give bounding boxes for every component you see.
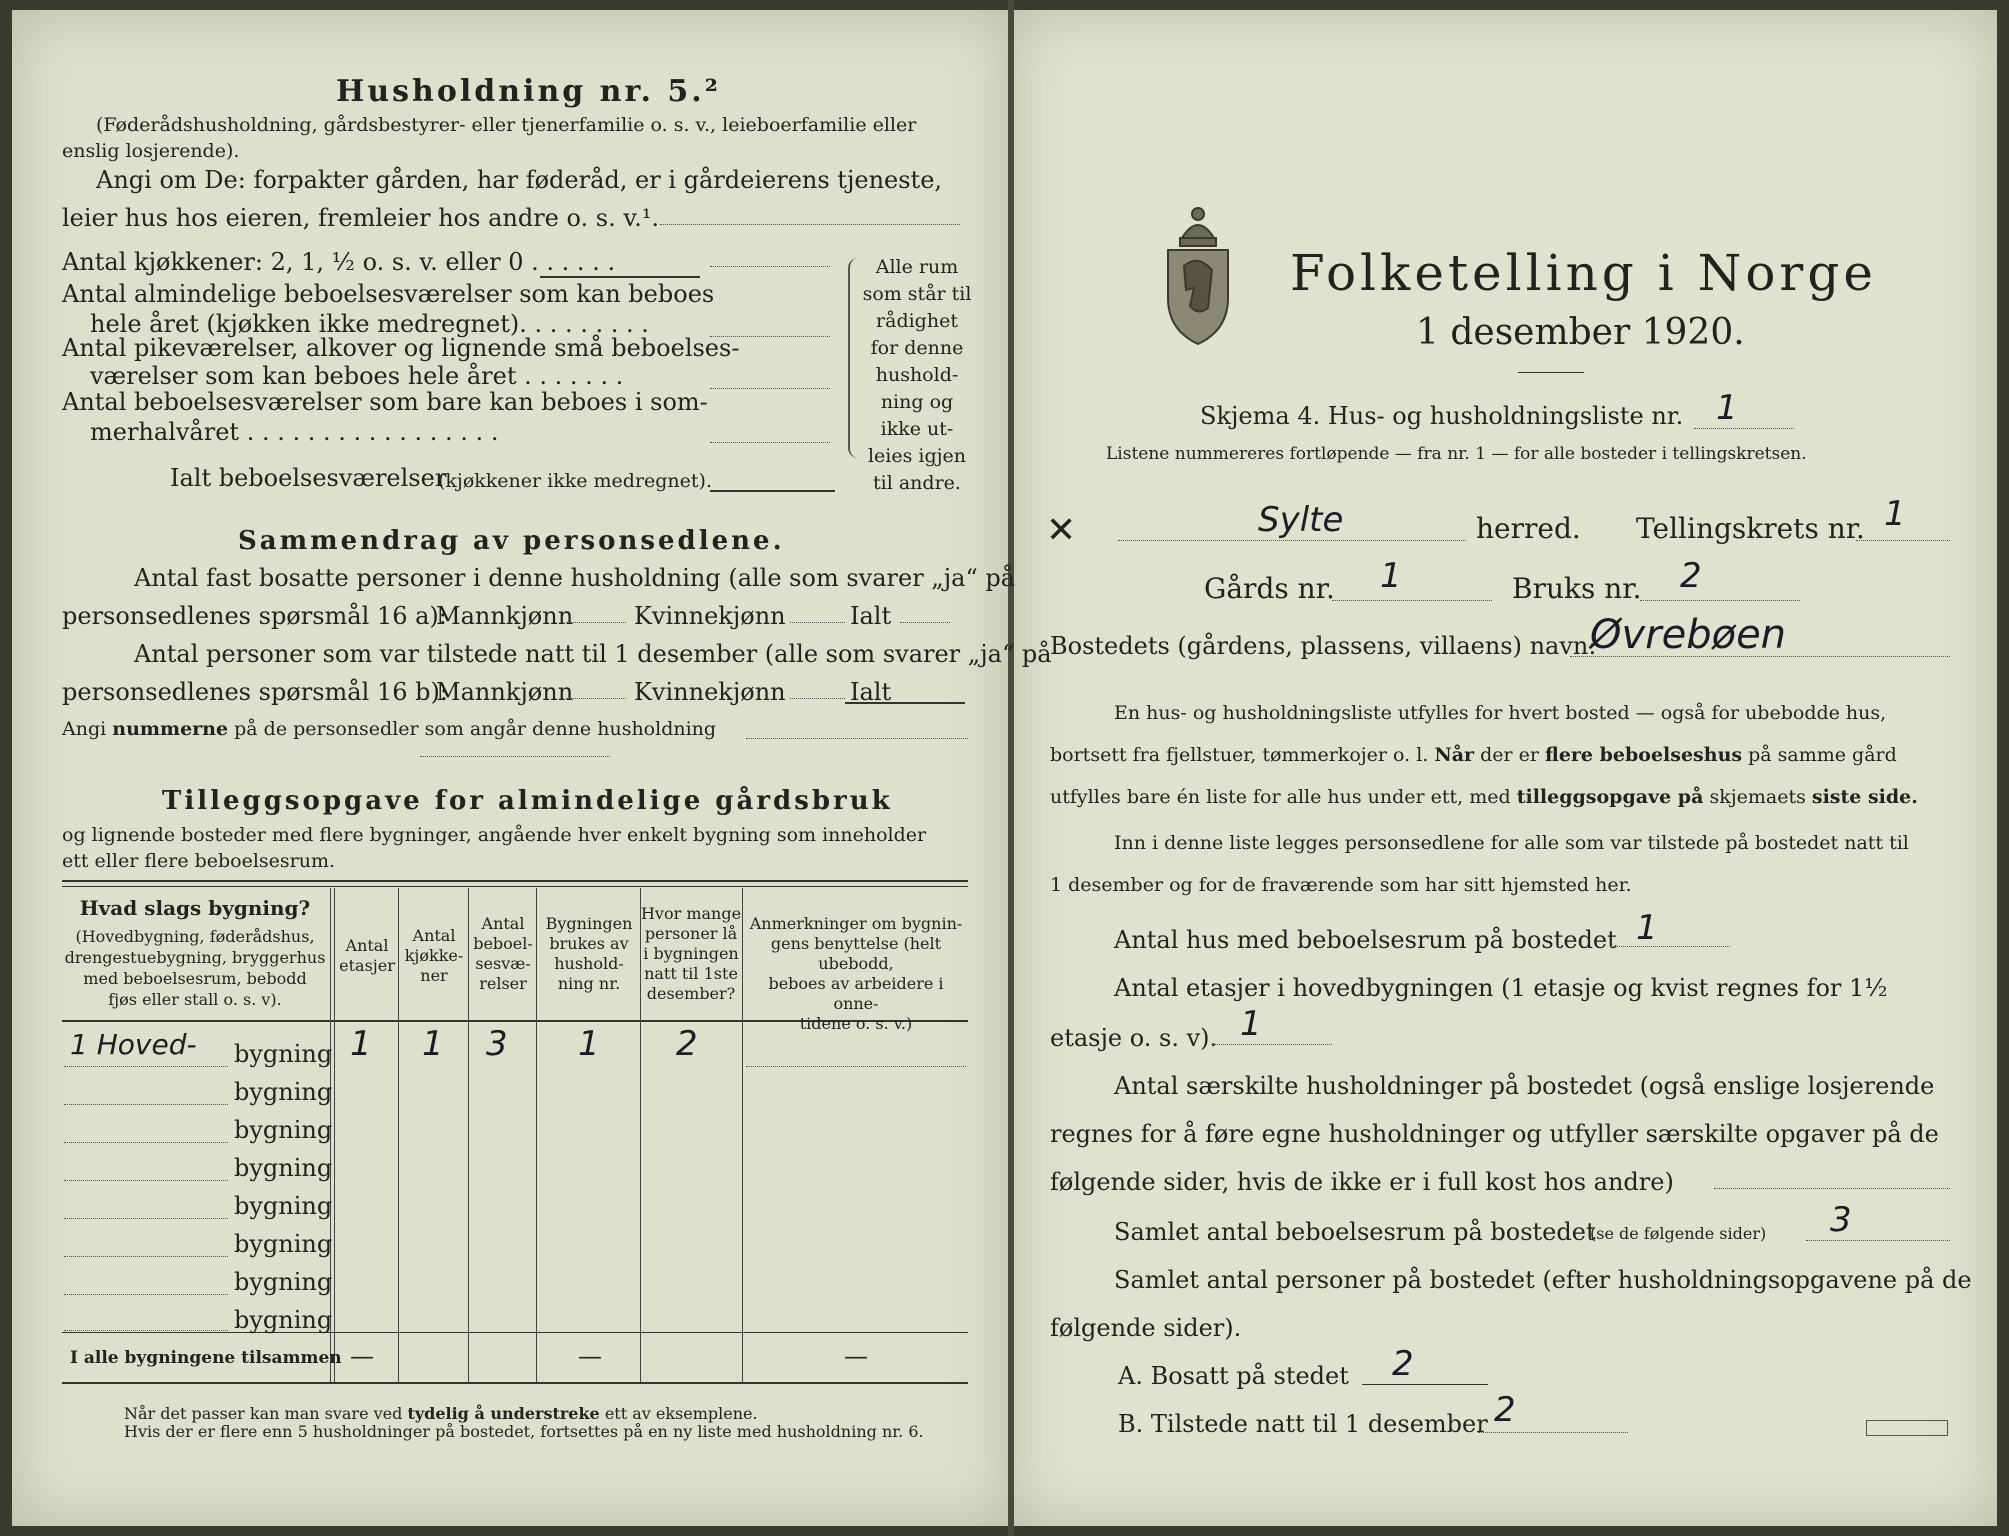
- table-total-label: I alle bygningene tilsammen: [70, 1348, 342, 1368]
- row1-kitchens: 1: [422, 1024, 444, 1064]
- row1-building-word: bygning: [234, 1040, 333, 1068]
- summer-rooms-label-1: Antal beboelsesværelser som bare kan beboes i som-: [62, 388, 708, 416]
- q-floors-line2: etasje o. s. v).: [1050, 1024, 1218, 1052]
- bruks-label: Bruks nr.: [1512, 572, 1642, 605]
- instruction-line1: En hus- og husholdningsliste utfylles for hvert bosted — også for ubebodde hus,: [1114, 702, 1887, 724]
- summary-q1-kvinne: Kvinnekjønn: [634, 602, 786, 630]
- summary-q2-kvinne: Kvinnekjønn: [634, 678, 786, 706]
- printer-stamp: [1866, 1420, 1948, 1436]
- addendum-heading: Tilleggsopgave for almindelige gårdsbruk: [162, 786, 893, 816]
- kitchens-label: Antal kjøkkener: 2, 1, ½ o. s. v. eller 0 . . . . . .: [62, 248, 616, 276]
- instruction-line3: utfylles bare én liste for alle hus under ett, med tilleggsopgave på skjemaets siste side.: [1050, 786, 1918, 808]
- q-rooms-note: (se de følgende sider): [1590, 1224, 1767, 1243]
- maid-rooms-label-2: værelser som kan beboes hele året . . . . . . .: [90, 362, 624, 390]
- summary-q2-mann: Mannkjønn: [436, 678, 574, 706]
- q-rooms-value: 3: [1830, 1200, 1852, 1240]
- q-houses: Antal hus med beboelsesrum på bostedet: [1114, 926, 1617, 954]
- document-title: Folketelling i Norge: [1290, 244, 1877, 302]
- q-persons-line1: Samlet antal personer på bostedet (efter husholdningsopgavene på de: [1114, 1266, 1972, 1294]
- skjema-line: Skjema 4. Hus- og husholdningsliste nr.: [1200, 402, 1684, 430]
- instruction-line5: 1 desember og for de fraværende som har sitt hjemsted her.: [1050, 874, 1632, 896]
- row6-building-word: bygning: [234, 1230, 333, 1258]
- summary-q2-ialt: Ialt: [850, 678, 892, 706]
- angi-line1: Angi om De: forpakter gården, har føderåd, er i gårdeierens tjeneste,: [96, 166, 943, 194]
- row5-building-word: bygning: [234, 1192, 333, 1220]
- table-col-building-title: Hvad slags bygning?: [79, 896, 311, 920]
- bruks-value: 2: [1680, 556, 1702, 596]
- gards-value: 1: [1380, 556, 1402, 596]
- row8-building-word: bygning: [234, 1306, 333, 1334]
- q-floors-value: 1: [1240, 1004, 1262, 1044]
- row2-building-word: bygning: [234, 1078, 333, 1106]
- numbering-note: Listene nummereres fortløpende — fra nr. 1 — for alle bosteder i tellingskretsen.: [1106, 444, 1807, 464]
- table-col-floors: Antal etasjer: [339, 936, 395, 975]
- row1-persons: 2: [676, 1024, 698, 1064]
- row1-floors: 1: [350, 1024, 372, 1064]
- household-heading: Husholdning nr. 5.²: [336, 74, 721, 109]
- footnote-2: Hvis der er flere enn 5 husholdninger på bostedet, fortsettes på en ny liste med husholdning nr. 6.: [124, 1422, 924, 1441]
- table-col-persons: Hvor mange personer lå i bygningen natt til 1ste desember?: [640, 904, 742, 1003]
- q-floors-line1: Antal etasjer i hovedbygningen (1 etasje og kvist regnes for 1½: [1114, 974, 1888, 1002]
- table-total-household: —: [578, 1342, 602, 1370]
- row3-building-word: bygning: [234, 1116, 333, 1144]
- q-present-value: 2: [1494, 1390, 1516, 1430]
- ordinary-rooms-label-1: Antal almindelige beboelsesværelser som kan beboes: [62, 280, 715, 308]
- table-col-household: Bygningen brukes av hushold- ning nr.: [545, 914, 633, 993]
- norway-coat-of-arms-icon: [1162, 198, 1234, 348]
- q-resident-value: 2: [1392, 1344, 1414, 1384]
- tellingskrets-value: 1: [1884, 494, 1906, 534]
- document-date: 1 desember 1920.: [1416, 312, 1745, 353]
- addendum-sub-line1: og lignende bosteder med flere bygninger, angående hver enkelt bygning som inneholder: [62, 824, 927, 846]
- summary-q1-line2: personsedlenes spørsmål 16 a):: [62, 602, 447, 630]
- household-intro-line2: enslig losjerende).: [62, 140, 240, 162]
- summary-numbers-line: Angi nummerne på de personsedler som angår denne husholdning: [62, 718, 717, 740]
- instruction-line4: Inn i denne liste legges personsedlene for alle som var tilstede på bostedet natt til: [1114, 832, 1909, 854]
- table-total-remarks: —: [844, 1342, 868, 1370]
- q-present-label: B. Tilstede natt til 1 desember: [1118, 1410, 1488, 1438]
- rooms-side-note: Alle rum som står til rådighet for denne hushold- ning og ikke ut- leies igjen til andre.: [862, 256, 972, 494]
- summer-rooms-label-2: merhalvåret . . . . . . . . . . . . . . . . .: [90, 418, 499, 446]
- addendum-sub-line2: ett eller flere beboelsesrum.: [62, 850, 336, 872]
- summary-q1-ialt: Ialt: [850, 602, 892, 630]
- bosted-value: Øvrebøen: [1590, 612, 1787, 658]
- summary-q1-line1: Antal fast bosatte personer i denne husholdning (alle som svarer „ja“ på: [134, 564, 1016, 592]
- q-resident-label: A. Bosatt på stedet: [1118, 1362, 1349, 1390]
- table-total-floors: —: [350, 1342, 374, 1370]
- row1-rooms: 3: [486, 1024, 508, 1064]
- page-fold: [1008, 0, 1014, 1536]
- table-col-rooms: Antal beboel- sesvæ- relser: [473, 914, 533, 993]
- q-households-line1: Antal særskilte husholdninger på bostedet (også enslige losjerende: [1114, 1072, 1935, 1100]
- total-rooms-note: (kjøkkener ikke medregnet).: [438, 470, 712, 492]
- left-page: [12, 10, 1010, 1526]
- row4-building-word: bygning: [234, 1154, 333, 1182]
- row1-building-handwritten: 1 Hoved-: [70, 1028, 197, 1061]
- ordinary-rooms-label-2: hele året (kjøkken ikke medregnet). . . . . . . . .: [90, 310, 649, 338]
- gards-label: Gårds nr.: [1204, 572, 1335, 605]
- herred-label: herred.: [1476, 512, 1581, 545]
- q-rooms: Samlet antal beboelsesrum på bostedet: [1114, 1218, 1596, 1246]
- tellingskrets-label: Tellingskrets nr.: [1636, 512, 1865, 545]
- footnote-1: Når det passer kan man svare ved tydelig å understreke ett av eksemplene.: [124, 1404, 758, 1423]
- summary-heading: Sammendrag av personsedlene.: [238, 526, 785, 556]
- right-page: [1012, 10, 1997, 1526]
- row7-building-word: bygning: [234, 1268, 333, 1296]
- maid-rooms-label-1: Antal pikeværelser, alkover og lignende små beboelses-: [62, 334, 740, 362]
- angi-line2: leier hus hos eieren, fremleier hos andre o. s. v.¹.: [62, 204, 659, 232]
- skjema-value: 1: [1716, 388, 1738, 428]
- cross-mark: ✕: [1046, 510, 1077, 551]
- q-houses-value: 1: [1636, 908, 1658, 948]
- summary-q2-line2: personsedlenes spørsmål 16 b):: [62, 678, 448, 706]
- table-col-kitchens: Antal kjøkke- ner: [404, 926, 464, 985]
- total-rooms-label: Ialt beboelsesværelser: [170, 464, 447, 492]
- summary-q1-mann: Mannkjønn: [436, 602, 574, 630]
- table-col-remarks: Anmerkninger om bygnin- gens benyttelse (helt ubebodd, beboes av arbeidere i onne- tidene o. s. v.): [749, 914, 963, 1033]
- q-households-line2: regnes for å føre egne husholdninger og utfyller særskilte opgaver på de: [1050, 1120, 1939, 1148]
- bosted-label: Bostedets (gårdens, plassens, villaens) navn:: [1050, 632, 1597, 660]
- q-persons-line2: følgende sider).: [1050, 1314, 1242, 1342]
- herred-value: Sylte: [1258, 500, 1344, 540]
- instruction-line2: bortsett fra fjellstuer, tømmerkojer o. l. Når der er flere beboelseshus på samme gård: [1050, 744, 1897, 766]
- table-col-building-note: (Hovedbygning, føderådshus, drengestuebygning, bryggerhus med beboelsesrum, bebodd fjøs eller stall o. s. v).: [64, 927, 326, 1009]
- household-intro-line1: (Føderådshusholdning, gårdsbestyrer- eller tjenerfamilie o. s. v., leieboerfamilie eller: [96, 114, 917, 136]
- row1-household: 1: [578, 1024, 600, 1064]
- summary-q2-line1: Antal personer som var tilstede natt til 1 desember (alle som svarer „ja“ på: [134, 640, 1052, 668]
- q-households-line3: følgende sider, hvis de ikke er i full kost hos andre): [1050, 1168, 1674, 1196]
